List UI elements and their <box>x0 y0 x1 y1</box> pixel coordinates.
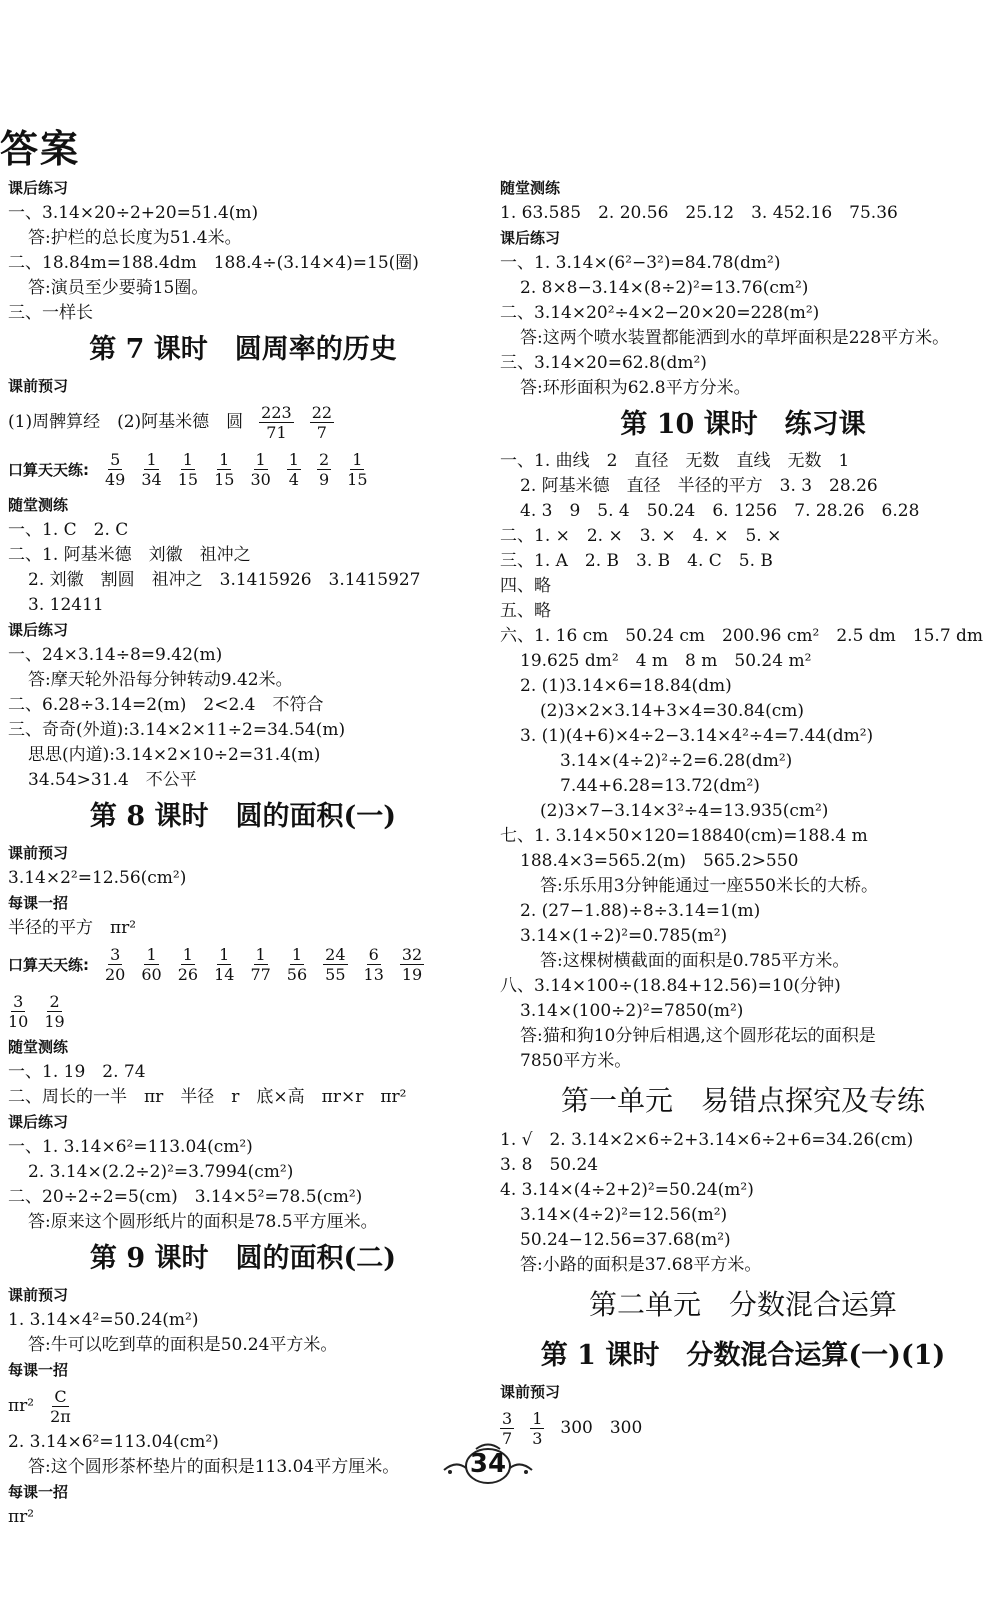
fraction-numerator: 1 <box>219 945 230 964</box>
answer-line: 1. √ 2. 3.14×2×6÷2+3.14×6÷2+6=34.26(cm) <box>500 1130 914 1150</box>
answer-line: 1. 63.585 2. 20.56 25.12 3. 452.16 75.36 <box>500 203 898 223</box>
answer-line: 一、1. 3.14×6²=113.04(cm²) <box>8 1137 253 1157</box>
answer-line: 188.4×3=565.2(m) 565.2>550 <box>520 851 799 871</box>
lesson-9-answers <box>8 1430 478 1530</box>
answer-line: 一、1. 曲线 2 直径 无数 直线 无数 1 <box>500 451 850 471</box>
answer-line: 三、3.14×20=62.8(dm²) <box>500 353 707 373</box>
answer-line: 答:这棵树横截面的面积是0.785平方米。 <box>540 951 850 971</box>
fraction-denominator: 3 <box>532 1429 543 1448</box>
fraction-denominator: 77 <box>250 965 271 984</box>
answer-line: 三、1. A 2. B 3. B 4. C 5. B <box>500 551 773 571</box>
fraction <box>347 450 367 489</box>
answer-line: 2. 3.14×6²=113.04(cm²) <box>8 1432 219 1452</box>
answer-line: 八、3.14×100÷(18.84+12.56)=10(分钟) <box>500 976 841 996</box>
section-heading: 课前预习 <box>8 844 69 862</box>
unit-2-lesson-1-title: 第 1 课时 分数混合运算(一)(1) <box>540 1340 946 1371</box>
section-heading: 随堂测练 <box>8 1038 69 1056</box>
fraction <box>250 945 270 984</box>
answer-line: 答:猫和狗10分钟后相遇,这个圆形花坛的面积是 <box>520 1026 876 1046</box>
lesson-8-preview <box>8 841 478 941</box>
fraction-numerator: 1 <box>182 450 193 469</box>
section-heading: 课后练习 <box>8 179 69 197</box>
fraction <box>50 1387 71 1426</box>
fraction <box>44 992 64 1031</box>
answer-line: 1. 3.14×4²=50.24(m²) <box>8 1310 199 1330</box>
answer-line: 二、20÷2÷2=5(cm) 3.14×5²=78.5(cm²) <box>8 1187 363 1207</box>
answer-line: 二、18.84m=188.4dm 188.4÷(3.14×4)=15(圈) <box>8 253 419 273</box>
answer-line: 3.14×(4÷2)²=12.56(m²) <box>520 1205 728 1225</box>
answer-line: 答:演员至少要骑15圈。 <box>28 278 209 298</box>
fraction <box>105 450 125 489</box>
answer-line: 答:这两个喷水装置都能洒到水的草坪面积是228平方米。 <box>520 328 950 348</box>
answer-line: 思思(内道):3.14×2×10÷2=31.4(m) <box>28 745 321 765</box>
answer-line: 2. 阿基米德 直径 半径的平方 3. 3 28.26 <box>520 476 878 496</box>
answer-line: 4. 3.14×(4÷2+2)²=50.24(m²) <box>500 1180 754 1200</box>
answer-line: 一、1. C 2. C <box>8 520 129 540</box>
section-heading: 随堂测练 <box>8 496 69 514</box>
page-number-badge <box>440 1440 536 1488</box>
answer-line: 二、周长的一半 πr 半径 r 底×高 πr×r πr² <box>8 1087 407 1107</box>
fraction-numerator: 3 <box>110 945 121 964</box>
answer-line: 答:护栏的总长度为51.4米。 <box>28 228 242 248</box>
fraction-denominator: 60 <box>141 965 162 984</box>
fraction <box>287 450 301 489</box>
answer-line: 一、1. 19 2. 74 <box>8 1062 146 1082</box>
fraction-numerator: 3 <box>13 992 24 1011</box>
fraction <box>400 945 424 984</box>
fraction-numerator: 24 <box>325 945 346 964</box>
answer-line: 34.54>31.4 不公平 <box>28 770 197 790</box>
fraction <box>317 450 331 489</box>
fraction <box>250 450 270 489</box>
fraction-numerator: 22 <box>311 403 333 422</box>
fraction-denominator: 15 <box>214 470 235 489</box>
lesson-7-answers <box>8 493 478 793</box>
answer-line: 二、1. × 2. × 3. × 4. × 5. × <box>500 526 782 546</box>
fraction-denominator: 20 <box>105 965 126 984</box>
fraction-numerator: 3 <box>502 1409 513 1428</box>
fraction-denominator: 13 <box>363 965 384 984</box>
lesson-7-preview-heading: 课前预习 <box>8 377 69 395</box>
fraction-denominator: 7 <box>502 1429 513 1448</box>
page-header: 答案 <box>0 127 81 171</box>
answer-line: 3.14×2²=12.56(cm²) <box>8 868 187 888</box>
fraction-denominator: 30 <box>250 470 271 489</box>
lesson-7-title: 第 7 课时 圆周率的历史 <box>89 334 397 365</box>
answer-line: 3.14×(4÷2)²÷2=6.28(dm²) <box>560 751 793 771</box>
answer-line: 一、24×3.14÷8=9.42(m) <box>8 645 223 665</box>
answer-line: 7.44+6.28=13.72(dm²) <box>560 776 760 796</box>
section-heading: 课后练习 <box>8 621 69 639</box>
lesson-9-preview <box>8 1283 478 1383</box>
lesson-9-tip-row <box>8 1383 478 1430</box>
fraction <box>214 450 234 489</box>
fraction-numerator: 1 <box>288 450 299 469</box>
fraction-denominator: 55 <box>325 965 346 984</box>
answer-line: πr² <box>8 1507 35 1527</box>
fraction-denominator: 71 <box>266 423 287 442</box>
left-intro-block <box>8 176 478 326</box>
answer-line: 答:原来这个圆形纸片的面积是78.5平方厘米。 <box>28 1212 378 1232</box>
lesson-8-oral-label: 口算天天练: <box>8 956 89 974</box>
fraction-denominator: 19 <box>401 965 423 984</box>
lesson-8-oral-row-2 <box>8 988 478 1035</box>
left-column <box>8 176 478 1530</box>
answer-line: 七、1. 3.14×50×120=18840(cm)=188.4 m <box>500 826 868 846</box>
answer-line: (2)3×7−3.14×3²÷4=13.935(cm²) <box>540 801 829 821</box>
fraction <box>259 403 294 442</box>
answer-line: 二、3.14×20²÷4×2−20×20=228(m²) <box>500 303 820 323</box>
unit-2-preview-heading: 课前预习 <box>500 1383 561 1401</box>
section-heading: 课前预习 <box>8 1286 69 1304</box>
fraction <box>287 945 307 984</box>
answer-line: 2. (27−1.88)÷8÷3.14=1(m) <box>520 901 761 921</box>
fraction-numerator: 1 <box>146 945 157 964</box>
fraction <box>141 450 161 489</box>
lesson-8-oral-row <box>8 941 478 988</box>
fraction-numerator: 1 <box>146 450 157 469</box>
answer-line: 2. 8×8−3.14×(8÷2)²=13.76(cm²) <box>520 278 809 298</box>
fraction-numerator: 223 <box>261 403 292 422</box>
answer-line: 二、1. 阿基米德 刘徽 祖冲之 <box>8 545 251 565</box>
fraction-denominator: 4 <box>288 470 299 489</box>
answer-line: 二、6.28÷3.14=2(m) 2<2.4 不符合 <box>8 695 324 715</box>
section-heading: 随堂测练 <box>500 179 561 197</box>
answer-line: 50.24−12.56=37.68(m²) <box>520 1230 731 1250</box>
fraction-denominator: 19 <box>44 1012 65 1031</box>
answer-text: 300 300 <box>560 1418 643 1438</box>
fraction <box>178 450 198 489</box>
unit-2-title: 第二单元 分数混合运算 <box>588 1288 897 1321</box>
fraction <box>310 403 334 442</box>
answer-line: 四、略 <box>500 576 551 596</box>
section-heading: 课后练习 <box>8 1113 69 1131</box>
answer-line: 3. 12411 <box>28 595 104 615</box>
answer-line: 半径的平方 πr² <box>8 918 137 938</box>
lesson-8-title: 第 8 课时 圆的面积(一) <box>89 801 397 832</box>
fraction-denominator: 34 <box>141 470 162 489</box>
answer-line: (2)3×2×3.14+3×4=30.84(cm) <box>540 701 804 721</box>
fraction <box>8 992 28 1031</box>
fraction-denominator: 9 <box>318 470 330 489</box>
fraction-numerator: 2 <box>49 992 60 1011</box>
answer-line: 三、一样长 <box>8 303 93 323</box>
section-heading: 每课一招 <box>8 1483 69 1501</box>
fraction-denominator: 2π <box>50 1407 71 1426</box>
lesson-9-title: 第 9 课时 圆的面积(二) <box>89 1243 397 1274</box>
answer-line: 2. (1)3.14×6=18.84(dm) <box>520 676 732 696</box>
fraction-numerator: 5 <box>110 450 121 469</box>
fraction-denominator: 26 <box>177 965 199 984</box>
fraction-numerator: 1 <box>352 450 363 469</box>
section-heading: 每课一招 <box>8 894 69 912</box>
fraction-numerator: 1 <box>255 450 266 469</box>
fraction-numerator: 2 <box>318 450 330 469</box>
fraction-numerator: 1 <box>532 1409 543 1428</box>
answer-line: 答:这个圆形茶杯垫片的面积是113.04平方厘米。 <box>28 1457 400 1477</box>
answer-line: 3.14×(1÷2)²=0.785(m²) <box>520 926 728 946</box>
fraction-denominator: 49 <box>105 470 126 489</box>
fraction-numerator: 1 <box>182 945 193 964</box>
lesson-10-title: 第 10 课时 练习课 <box>620 409 866 440</box>
fraction-denominator: 15 <box>347 470 368 489</box>
section-heading: 每课一招 <box>8 1361 69 1379</box>
fraction-denominator: 7 <box>316 423 327 442</box>
fraction-numerator: 1 <box>291 945 303 964</box>
answer-line: 答:摩天轮外沿每分钟转动9.42米。 <box>28 670 293 690</box>
answer-line: 2. 刘徽 割圆 祖冲之 3.1415926 3.1415927 <box>28 570 421 590</box>
lesson-7-preview-row <box>8 399 478 446</box>
fraction-numerator: C <box>54 1387 67 1406</box>
fraction <box>141 945 161 984</box>
answer-line: 五、略 <box>500 601 551 621</box>
fraction <box>178 945 198 984</box>
lesson-9-tip-text: πr² <box>8 1396 35 1416</box>
unit-2-preview-row <box>500 1405 986 1452</box>
fraction <box>214 945 234 984</box>
fraction-denominator: 10 <box>8 1012 29 1031</box>
answer-line: 一、3.14×20÷2+20=51.4(m) <box>8 203 259 223</box>
lesson-7-preview-text: (1)周髀算经 (2)阿基米德 圆 <box>8 412 244 432</box>
answer-line: 六、1. 16 cm 50.24 cm 200.96 cm² 2.5 dm 15.7 dm <box>500 626 984 646</box>
lesson-7-oral-row <box>8 446 478 493</box>
answer-line: 19.625 dm² 4 m 8 m 50.24 m² <box>520 651 812 671</box>
answer-line: 2. 3.14×(2.2÷2)²=3.7994(cm²) <box>28 1162 294 1182</box>
answer-line: 答:环形面积为62.8平方分米。 <box>520 378 751 398</box>
fraction <box>323 945 347 984</box>
fraction-denominator: 15 <box>177 470 199 489</box>
fraction-denominator: 14 <box>214 965 235 984</box>
answer-line: 4. 3 9 5. 4 50.24 6. 1256 7. 28.26 6.28 <box>520 501 920 521</box>
fraction-numerator: 1 <box>255 945 266 964</box>
answer-line: 答:牛可以吃到草的面积是50.24平方米。 <box>28 1335 338 1355</box>
answer-line: 答:小路的面积是37.68平方米。 <box>520 1255 762 1275</box>
answer-line: 3.14×(100÷2)²=7850(m²) <box>520 1001 744 1021</box>
answer-line: 一、1. 3.14×(6²−3²)=84.78(dm²) <box>500 253 781 273</box>
right-column <box>500 176 986 1452</box>
lesson-8-answers <box>8 1035 478 1235</box>
fraction <box>364 945 384 984</box>
lesson-7-oral-label: 口算天天练: <box>8 461 89 479</box>
unit-1-title: 第一单元 易错点探究及专练 <box>560 1084 925 1117</box>
answer-line: 三、奇奇(外道):3.14×2×11÷2=34.54(m) <box>8 720 346 740</box>
unit-1-answers <box>500 1128 986 1278</box>
lesson-10-answers <box>500 449 986 1074</box>
answer-line: 7850平方米。 <box>520 1051 632 1071</box>
fraction-numerator: 6 <box>368 945 379 964</box>
page-number: 34 <box>469 1449 507 1479</box>
fraction <box>105 945 125 984</box>
fraction-numerator: 1 <box>219 450 230 469</box>
answer-line: 答:乐乐用3分钟能通过一座550米长的大桥。 <box>540 876 878 896</box>
fraction-numerator: 32 <box>401 945 423 964</box>
section-heading: 课后练习 <box>500 229 561 247</box>
right-intro-block <box>500 176 986 401</box>
answer-line: 3. 8 50.24 <box>500 1155 599 1175</box>
answer-line: 3. (1)(4+6)×4÷2−3.14×4²÷4=7.44(dm²) <box>520 726 874 746</box>
fraction-denominator: 56 <box>286 965 308 984</box>
